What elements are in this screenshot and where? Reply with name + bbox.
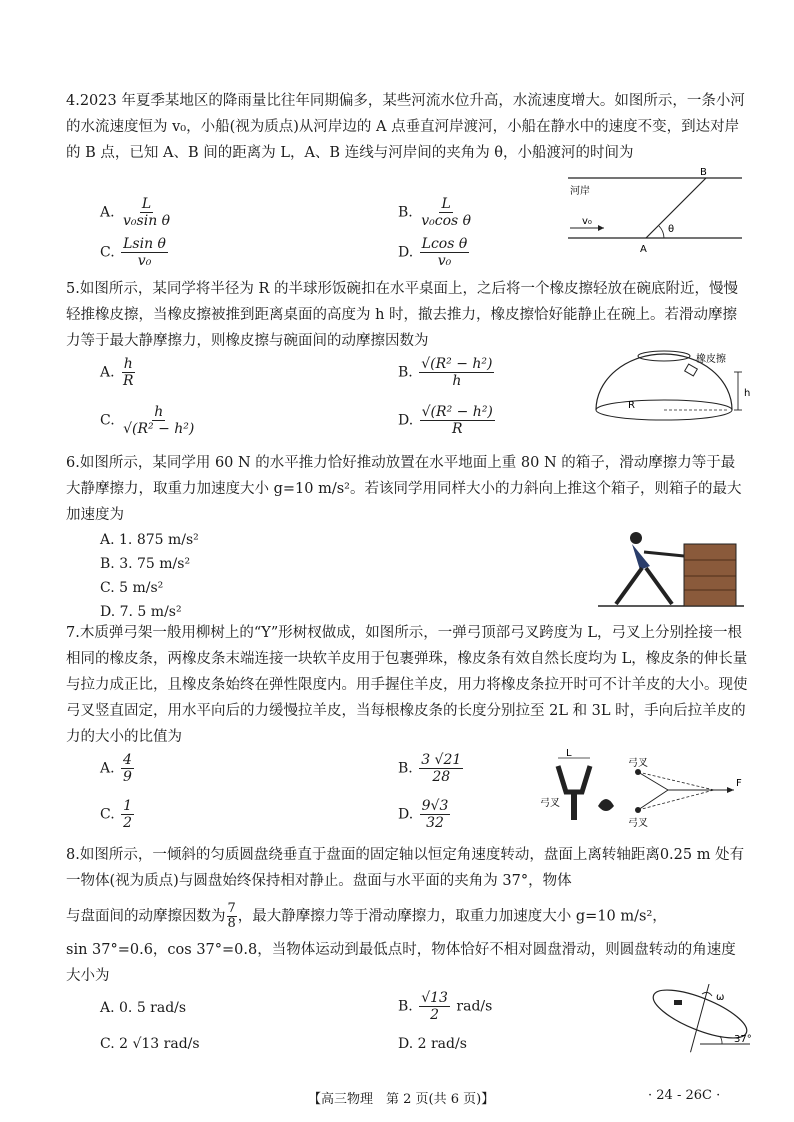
q4-option-d: D. $\frac{\text{Lcos θ}}{\text{v₀}}$ bbox=[398, 236, 468, 269]
q8-option-c: C. 2 √13 rad/s bbox=[100, 1036, 200, 1052]
bowl-diagram bbox=[588, 344, 758, 436]
fig-bank-label: 河岸 bbox=[570, 186, 590, 197]
question-8-text-2: 与盘面间的动摩擦因数为 $\frac{7}{8}$ ，最大静摩擦力等于滑动摩擦力，取重力加速度大小 g=10 m/s²， bbox=[66, 901, 667, 931]
q8-option-a: A. 0. 5 rad/s bbox=[100, 1000, 187, 1016]
q5-option-c: C. $\frac{h}{\text{√(R² − h²)}}$ bbox=[100, 404, 195, 437]
fig-h-label: h bbox=[744, 388, 751, 399]
question-7-text: 7.木质弹弓架一般用柳树上的“Y”形树杈做成，如图所示，一弹弓顶部弓叉跨度为 L，弓叉上分别拴接一根相同的橡皮条，两橡皮条末端连接一块软羊皮用于包裹弹珠，橡皮条有效自然长度均为 L，橡皮条的伸长量与拉力成正比，且橡皮条始终在弹性限度内。用手握住羊皮，用力将橡皮条拉开时可不计羊皮的大小。现使弓叉竖直固定，用水平向后的力缓慢拉羊皮，当每根橡皮条的长度分别拉至 2L 和 3L 时，手向后拉羊皮的力的大小的比值为 bbox=[66, 625, 748, 745]
fig-point-b: B bbox=[700, 167, 707, 178]
question-5-text: 5.如图所示，某同学将半径为 R 的半球形饭碗扣在水平桌面上，之后将一个橡皮擦轻放在碗底附近，慢慢轻推橡皮擦，当橡皮擦被推到距离桌面的高度为 h 时，撤去推力，橡皮擦恰好能静止在碗上。若滑动摩擦力等于最大静摩擦力，则橡皮擦与碗面间的动摩擦因数为 bbox=[66, 281, 738, 349]
q6-option-a: A. 1. 875 m/s² bbox=[100, 532, 199, 548]
question-5 bbox=[66, 276, 748, 354]
q7-option-b: B. $\frac{3 √21}{28}$ bbox=[398, 752, 462, 785]
fig-fork-label-3: 弓叉 bbox=[628, 818, 648, 829]
fig-r-label: R bbox=[628, 400, 635, 411]
fig-omega-label: ω bbox=[716, 992, 725, 1003]
fig-v0-label: v₀ bbox=[582, 216, 592, 227]
q7-option-c: C. $\frac{1}{2}$ bbox=[100, 798, 133, 831]
page-footer-center: 【高三物理 第 2 页(共 6 页)】 bbox=[308, 1092, 495, 1107]
question-6-text: 6.如图所示，某同学用 60 N 的水平推力恰好推动放置在水平地面上重 80 N 的箱子，滑动摩擦力等于最大静摩擦力，取重力加速度大小 g=10 m/s²。若该同学用同样大小的力斜向上推这个箱子，则箱子的最大加速度为 bbox=[66, 455, 742, 523]
question-8-text-1: 8.如图所示，一倾斜的匀质圆盘绕垂直于盘面的固定轴以恒定角速度转动，盘面上离转轴距离0.25 m 处有一物体(视为质点)与圆盘始终保持相对静止。盘面与水平面的夹角为 37°，物体 bbox=[66, 847, 745, 889]
q6-option-d: D. 7. 5 m/s² bbox=[100, 604, 182, 620]
fig-f-label: F bbox=[736, 778, 742, 789]
question-4 bbox=[66, 88, 748, 166]
fig-angle-label: 37° bbox=[734, 1034, 752, 1045]
question-6 bbox=[66, 450, 748, 528]
q6-option-c: C. 5 m/s² bbox=[100, 580, 164, 596]
q5-option-d: D. $\frac{\text{√(R² − h²)}}{R}$ bbox=[398, 404, 493, 437]
fig-fork-label-2: 弓叉 bbox=[628, 758, 648, 769]
q4-option-b: B. $\frac{L}{\text{v₀cos θ}}$ bbox=[398, 196, 472, 229]
q5-option-b: B. $\frac{\text{√(R² − h²)}}{h}$ bbox=[398, 356, 493, 389]
q4-option-c: C. $\frac{\text{Lsin θ}}{\text{v₀}}$ bbox=[100, 236, 166, 269]
tilted-disk-diagram bbox=[640, 984, 760, 1054]
fig-theta-label: θ bbox=[668, 224, 675, 235]
slingshot-diagram bbox=[536, 746, 750, 830]
fig-fork-label-1: 弓叉 bbox=[540, 798, 560, 809]
page-footer-code: · 24 - 26C · bbox=[648, 1088, 721, 1103]
fig-point-a: A bbox=[640, 244, 647, 255]
q6-option-b: B. 3. 75 m/s² bbox=[100, 556, 191, 572]
q8-option-b: B. $\frac{√13}{2}$ rad/s bbox=[398, 990, 493, 1023]
question-7 bbox=[66, 620, 748, 750]
q7-option-d: D. $\frac{9√3}{32}$ bbox=[398, 798, 449, 831]
q4-option-a: A. $\frac{L}{\text{v₀sin θ}}$ bbox=[100, 196, 171, 229]
q6-options bbox=[100, 528, 199, 624]
q5-option-a: A. $\frac{h}{R}$ bbox=[100, 356, 134, 389]
push-box-diagram bbox=[596, 526, 746, 608]
fig-eraser-label: 橡皮擦 bbox=[696, 354, 726, 365]
q7-option-a: A. $\frac{4}{9}$ bbox=[100, 752, 132, 785]
question-4-text: 4.2023 年夏季某地区的降雨量比往年同期偏多，某些河流水位升高，水流速度增大。如图所示，一条小河的水流速度恒为 v₀，小船(视为质点)从河岸边的 A 点垂直河岸渡河，小船在静水中的速度不变，到达对岸的 B 点，已知 A、B 间的距离为 L，A、B 连线与河岸间的夹角为 θ，小船渡河的时间为 bbox=[66, 93, 745, 161]
fig-l-label: L bbox=[566, 748, 572, 759]
question-8 bbox=[66, 842, 748, 989]
q8-option-d: D. 2 rad/s bbox=[398, 1036, 467, 1052]
river-diagram bbox=[560, 166, 750, 256]
question-8-text-3: sin 37°=0.6，cos 37°=0.8，当物体运动到最低点时，物体恰好不相对圆盘滑动，则圆盘转动的角速度大小为 bbox=[66, 942, 736, 984]
